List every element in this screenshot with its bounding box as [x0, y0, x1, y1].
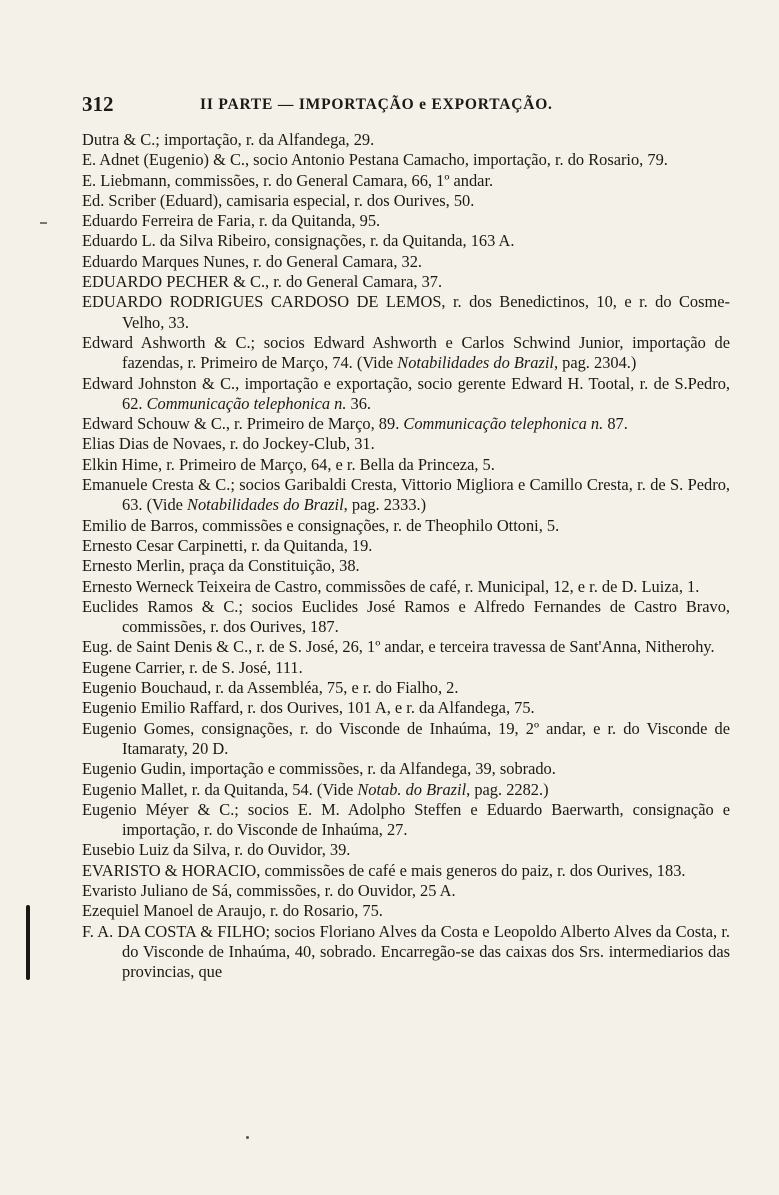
entry-text: Ezequiel Manoel de Araujo, r. do Rosario, 75.	[82, 901, 383, 921]
entry-text: Ernesto Merlin, praça da Constituição, 38.	[82, 556, 360, 576]
ink-dot	[246, 1136, 249, 1139]
entry-text: Elias Dias de Novaes, r. do Jockey-Club, 31.	[82, 434, 375, 454]
entry-text: Euclides Ramos & C.; socios Euclides José Ramos e Alfredo Fernandes de Castro Bravo, commissões, r. dos Ourives, 187.	[82, 596, 730, 637]
directory-entry	[82, 536, 730, 556]
entry-text: Emilio de Barros, commissões e consignações, r. de Theophilo Ottoni, 5.	[82, 515, 560, 535]
directory-entry	[82, 577, 730, 597]
directory-entry	[82, 455, 730, 475]
entry-text: Eugenio Bouchaud, r. da Assembléa, 75, e r. do Fialho, 2.	[82, 678, 459, 698]
entry-text: Ernesto Werneck Teixeira de Castro, commissões de café, r. Municipal, 12, e r. de D. Luiza, 1.	[82, 576, 700, 596]
directory-entry	[82, 414, 730, 434]
directory-entry	[82, 800, 730, 841]
entry-text: Eduardo L. da Silva Ribeiro, consignações, r. da Quitanda, 163 A.	[82, 231, 515, 251]
directory-entry	[82, 658, 730, 678]
directory-entry	[82, 374, 730, 415]
entry-text: Emanuele Cresta & C.; socios Garibaldi Cresta, Vittorio Migliora e Camillo Cresta, r. de S. Pedro, 63. (Vide	[82, 475, 730, 515]
entry-text: EVARISTO & HORACIO, commissões de café e mais generos do paiz, r. dos Ourives, 183.	[82, 860, 686, 880]
directory-entry	[82, 698, 730, 718]
directory-entry	[82, 678, 730, 698]
directory-entry	[82, 292, 730, 333]
entry-text: Edward Ashworth & C.; socios Edward Ashworth e Carlos Schwind Junior, importação de fazendas, r. Primeiro de Março, 74. (Vide	[82, 332, 730, 373]
entry-text: Ed. Scriber (Eduard), camisaria especial, r. dos Ourives, 50.	[82, 190, 475, 210]
entry-text: EDUARDO RODRIGUES CARDOSO DE LEMOS, r. dos Benedictinos, 10, e r. do Cosme-Velho, 33.	[82, 292, 730, 332]
directory-entry	[82, 434, 730, 454]
directory-entry	[82, 780, 730, 800]
directory-entry	[82, 272, 730, 292]
entry-text: Eduardo Ferreira de Faria, r. da Quitanda, 95.	[82, 211, 381, 231]
entry-text: 87.	[603, 414, 628, 434]
directory-entry	[82, 333, 730, 374]
directory-entry	[82, 597, 730, 638]
entry-reference-italic: Notabilidades do Brazil	[187, 495, 344, 515]
margin-tick	[40, 222, 47, 224]
entry-text: , pag. 2333.)	[343, 495, 427, 515]
entry-text: E. Adnet (Eugenio) & C., socio Antonio Pestana Camacho, importação, r. do Rosario, 79.	[82, 150, 668, 170]
page-number: 312	[82, 92, 114, 116]
entry-reference-italic: Communicação telephonica n.	[146, 393, 347, 413]
directory-entry	[82, 211, 730, 231]
page-header	[82, 92, 722, 118]
entry-text: , pag. 2304.)	[553, 353, 637, 373]
entry-reference-italic: Notabilidades do Brazil	[397, 353, 554, 373]
directory-entry	[82, 171, 730, 191]
directory-entry	[82, 637, 730, 657]
entry-text: Eugenio Mallet, r. da Quitanda, 54. (Vide	[82, 779, 358, 799]
entry-text: 36.	[346, 393, 372, 413]
entry-text: F. A. DA COSTA & FILHO; socios Floriano Alves da Costa e Leopoldo Alberto Alves da Costa, r. do Visconde de Inhaúma, 40, sobrado. Encarregão-se das caixas dos Srs. intermediarios das provincias, que	[82, 921, 730, 982]
entry-text: Ernesto Cesar Carpinetti, r. da Quitanda, 19.	[82, 535, 373, 555]
entry-reference-italic: Communicação telephonica n.	[403, 414, 604, 434]
directory-entry	[82, 130, 730, 150]
directory-entry	[82, 759, 730, 779]
entry-text: E. Liebmann, commissões, r. do General Camara, 66, 1º andar.	[82, 170, 494, 190]
directory-entry	[82, 922, 730, 983]
entry-text: Dutra & C.; importação, r. da Alfandega, 29.	[82, 130, 375, 149]
directory-entry	[82, 231, 730, 251]
entry-text: Eugenio Gudin, importação e commissões, r. da Alfandega, 39, sobrado.	[82, 759, 556, 779]
directory-entry	[82, 719, 730, 760]
margin-ink-mark	[26, 905, 30, 980]
entry-text: Eug. de Saint Denis & C., r. de S. José, 26, 1º andar, e terceira travessa de Sant'Anna, Nitherohy.	[82, 637, 715, 657]
entry-text: Elkin Hime, r. Primeiro de Março, 64, e r. Bella da Princeza, 5.	[82, 454, 495, 474]
entry-reference-italic: Notab. do Brazil	[357, 779, 467, 799]
entry-text: Edward Johnston & C., importação e exportação, socio gerente Edward H. Tootal, r. de S.Pedro, 62.	[82, 373, 730, 413]
directory-entry	[82, 901, 730, 921]
entry-text: Eugene Carrier, r. de S. José, 111.	[82, 657, 303, 677]
directory-entry	[82, 150, 730, 170]
directory-entry	[82, 252, 730, 272]
entry-text: Evaristo Juliano de Sá, commissões, r. do Ouvidor, 25 A.	[82, 880, 456, 900]
entry-text: EDUARDO PECHER & C., r. do General Camara, 37.	[82, 272, 443, 292]
directory-entry	[82, 475, 730, 516]
entry-text: , pag. 2282.)	[466, 779, 549, 799]
entry-text: Edward Schouw & C., r. Primeiro de Março, 89.	[82, 414, 404, 434]
directory-entry	[82, 861, 730, 881]
directory-entry	[82, 840, 730, 860]
entry-text: Eugenio Gomes, consignações, r. do Visconde de Inhaúma, 19, 2º andar, e r. do Visconde de Itamaraty, 20 D.	[82, 718, 730, 758]
entry-text: Eusebio Luiz da Silva, r. do Ouvidor, 39.	[82, 840, 351, 860]
entry-text: Eduardo Marques Nunes, r. do General Camara, 32.	[82, 251, 423, 271]
directory-entry	[82, 516, 730, 536]
directory-entry	[82, 556, 730, 576]
running-head: II PARTE — IMPORTAÇÃO e EXPORTAÇÃO.	[200, 96, 553, 113]
directory-entry	[82, 191, 730, 211]
directory-entry	[82, 881, 730, 901]
entry-text: Eugenio Méyer & C.; socios E. M. Adolpho Steffen e Eduardo Baerwarth, consignação e importação, r. do Visconde de Inhaúma, 27.	[82, 799, 730, 840]
entry-text: Eugenio Emilio Raffard, r. dos Ourives, 101 A, e r. da Alfandega, 75.	[82, 698, 535, 718]
directory-entries	[82, 130, 730, 982]
